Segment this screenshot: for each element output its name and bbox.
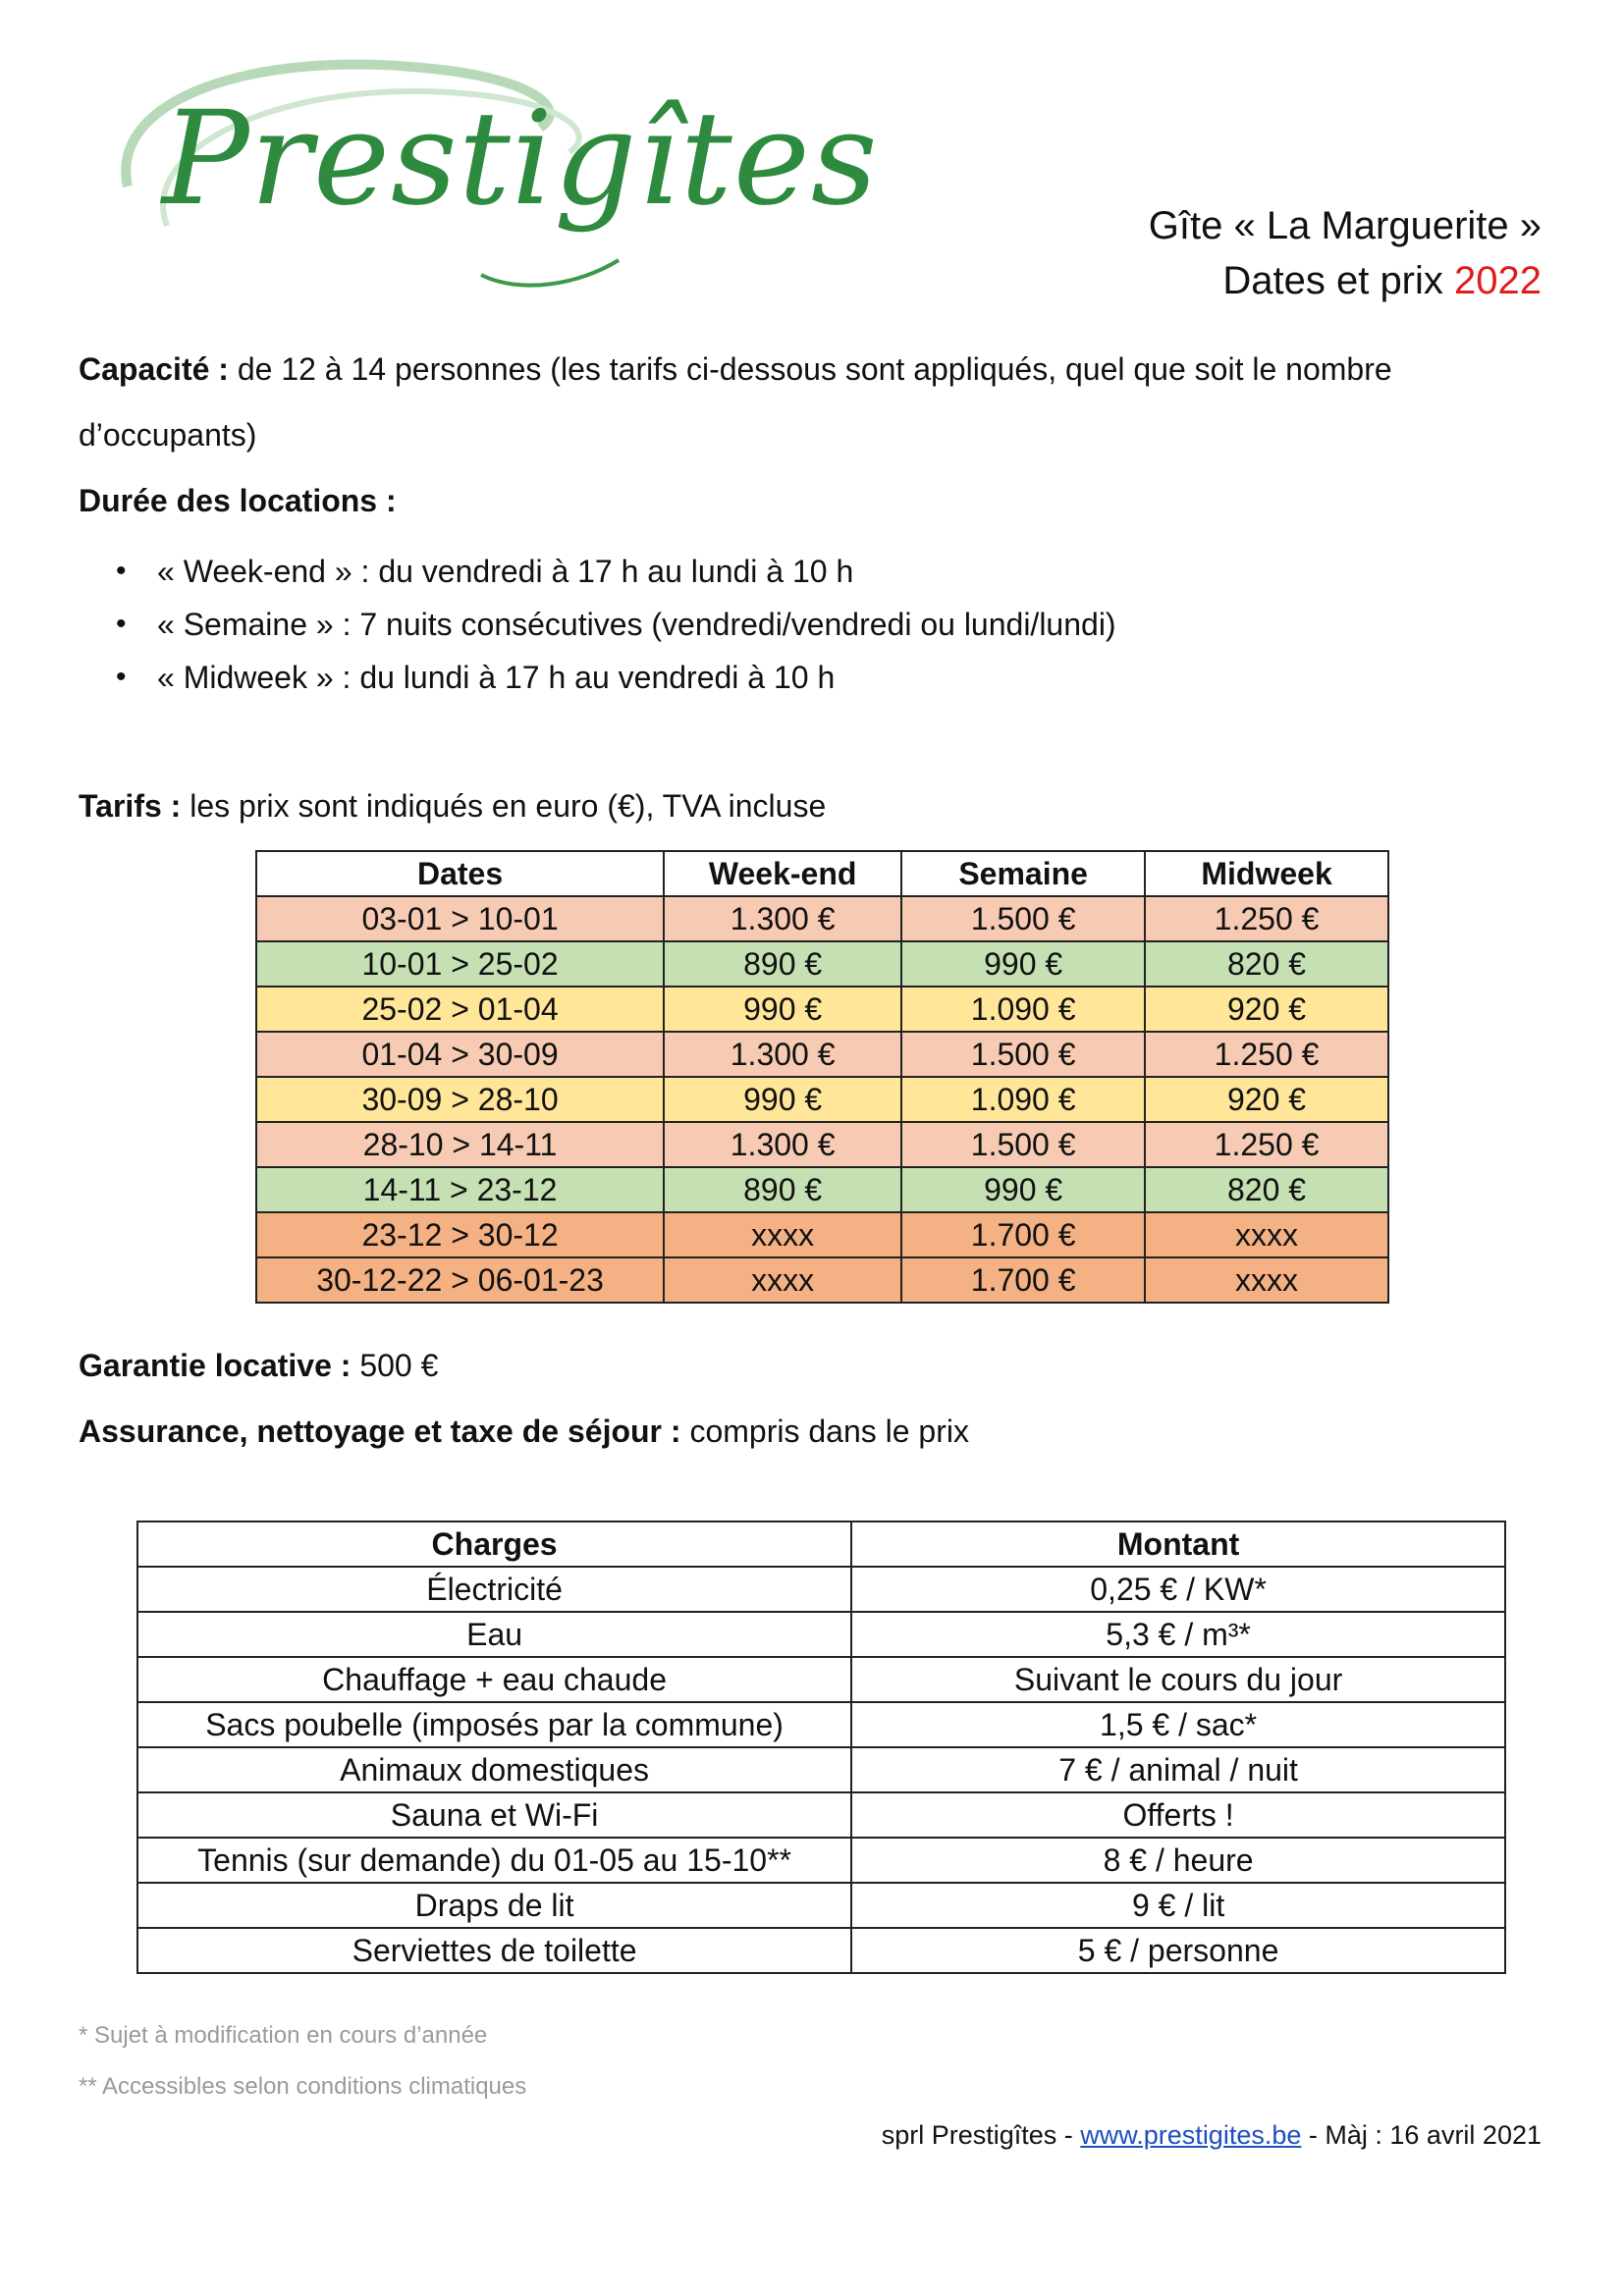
garantie-label: Garantie locative : [79, 1348, 352, 1383]
title-year: 2022 [1454, 259, 1542, 302]
duration-list [157, 545, 1116, 704]
table-cell: 820 € [1145, 1167, 1388, 1212]
garantie-text: 500 € [351, 1348, 439, 1383]
table-cell: Sacs poubelle (imposés par la commune) [137, 1702, 851, 1747]
footer-prefix: sprl Prestigîtes - [881, 2120, 1081, 2150]
table-cell: Suivant le cours du jour [851, 1657, 1505, 1702]
capacity-text: de 12 à 14 personnes (les tarifs ci-dessous sont appliqués, quel que soit le nombre [228, 351, 1392, 387]
table-cell: xxxx [664, 1257, 901, 1303]
table-cell: 01-04 > 30-09 [256, 1032, 664, 1077]
table-row [256, 1122, 1388, 1167]
capacity-label: Capacité : [79, 351, 229, 387]
column-header-dates: Dates [256, 851, 664, 896]
footer [882, 2120, 1542, 2151]
capacity-line-2: d’occupants) [79, 417, 257, 453]
table-cell: Électricité [137, 1567, 851, 1612]
table-row [137, 1883, 1505, 1928]
table-cell: 1.090 € [901, 1077, 1145, 1122]
title-gite-name: Gîte « La Marguerite » [1148, 204, 1542, 247]
table-cell: 30-09 > 28-10 [256, 1077, 664, 1122]
column-header-week-end: Week-end [664, 851, 901, 896]
table-cell: 1.700 € [901, 1212, 1145, 1257]
list-item: • « Midweek » : du lundi à 17 h au vendredi à 10 h [157, 651, 1116, 704]
table-cell: 1.700 € [901, 1257, 1145, 1303]
prestigites-logo [108, 39, 879, 299]
table-row [256, 1212, 1388, 1257]
table-cell: 1,5 € / sac* [851, 1702, 1505, 1747]
table-cell: Serviettes de toilette [137, 1928, 851, 1973]
charges-table [136, 1521, 1506, 1974]
table-row [256, 1032, 1388, 1077]
table-cell: 30-12-22 > 06-01-23 [256, 1257, 664, 1303]
table-cell: 23-12 > 30-12 [256, 1212, 664, 1257]
table-cell: 1.300 € [664, 1122, 901, 1167]
table-cell: 1.500 € [901, 1122, 1145, 1167]
table-cell: 1.500 € [901, 896, 1145, 941]
table-header-row [137, 1522, 1505, 1567]
table-cell: 03-01 > 10-01 [256, 896, 664, 941]
table-cell: xxxx [664, 1212, 901, 1257]
list-item: • « Week-end » : du vendredi à 17 h au lundi à 10 h [157, 545, 1116, 598]
table-row [137, 1928, 1505, 1973]
table-cell: 990 € [664, 1077, 901, 1122]
table-cell: Offerts ! [851, 1792, 1505, 1838]
footnote-1: * Sujet à modification en cours d’année [79, 2022, 488, 2049]
table-cell: 920 € [1145, 987, 1388, 1032]
table-cell: 25-02 > 01-04 [256, 987, 664, 1032]
table-row [137, 1657, 1505, 1702]
list-item: • « Semaine » : 7 nuits consécutives (vendredi/vendredi ou lundi/lundi) [157, 598, 1116, 651]
table-cell: 1.300 € [664, 1032, 901, 1077]
table-cell: 1.300 € [664, 896, 901, 941]
title-dates-prix: Dates et prix 2022 [1222, 259, 1542, 302]
table-row [256, 941, 1388, 987]
duration-heading: Durée des locations : [79, 483, 397, 518]
table-cell: 990 € [664, 987, 901, 1032]
table-cell: xxxx [1145, 1212, 1388, 1257]
tarifs-text: les prix sont indiqués en euro (€), TVA incluse [181, 788, 827, 824]
table-cell: 10-01 > 25-02 [256, 941, 664, 987]
assurance-text: compris dans le prix [680, 1414, 969, 1449]
table-cell: 1.250 € [1145, 1122, 1388, 1167]
table-cell: 5,3 € / m³* [851, 1612, 1505, 1657]
table-cell: 890 € [664, 941, 901, 987]
assurance-label: Assurance, nettoyage et taxe de séjour : [79, 1414, 681, 1449]
table-cell: Draps de lit [137, 1883, 851, 1928]
table-cell: 0,25 € / KW* [851, 1567, 1505, 1612]
table-row [137, 1702, 1505, 1747]
table-cell: 1.250 € [1145, 896, 1388, 941]
table-row [256, 1257, 1388, 1303]
table-row [256, 896, 1388, 941]
column-header-charges: Charges [137, 1522, 851, 1567]
table-cell: 1.500 € [901, 1032, 1145, 1077]
assurance-line [79, 1414, 969, 1450]
table-header-row [256, 851, 1388, 896]
table-cell: Animaux domestiques [137, 1747, 851, 1792]
document-title [1149, 198, 1542, 308]
table-cell: 1.090 € [901, 987, 1145, 1032]
table-row [256, 1077, 1388, 1122]
table-cell: 990 € [901, 1167, 1145, 1212]
table-cell: 7 € / animal / nuit [851, 1747, 1505, 1792]
table-cell: Tennis (sur demande) du 01-05 au 15-10** [137, 1838, 851, 1883]
table-cell: xxxx [1145, 1257, 1388, 1303]
tarifs-line [79, 788, 826, 825]
table-cell: 820 € [1145, 941, 1388, 987]
footnote-2: ** Accessibles selon conditions climatiques [79, 2073, 527, 2100]
table-row [137, 1747, 1505, 1792]
table-row [137, 1612, 1505, 1657]
table-cell: Chauffage + eau chaude [137, 1657, 851, 1702]
table-cell: 890 € [664, 1167, 901, 1212]
table-row [137, 1838, 1505, 1883]
garantie-line [79, 1348, 438, 1384]
table-cell: 9 € / lit [851, 1883, 1505, 1928]
footer-suffix: - Màj : 16 avril 2021 [1301, 2120, 1542, 2150]
column-header-semaine: Semaine [901, 851, 1145, 896]
column-header-montant: Montant [851, 1522, 1505, 1567]
tarifs-table [255, 850, 1389, 1304]
logo-wordmark: Prestigîtes [162, 83, 879, 235]
website-link[interactable]: www.prestigites.be [1080, 2120, 1302, 2150]
table-cell: 920 € [1145, 1077, 1388, 1122]
table-cell: 990 € [901, 941, 1145, 987]
column-header-midweek: Midweek [1145, 851, 1388, 896]
table-cell: Sauna et Wi-Fi [137, 1792, 851, 1838]
table-cell: 28-10 > 14-11 [256, 1122, 664, 1167]
table-cell: Eau [137, 1612, 851, 1657]
capacity-line [79, 351, 1392, 388]
table-row [256, 987, 1388, 1032]
table-cell: 5 € / personne [851, 1928, 1505, 1973]
table-cell: 1.250 € [1145, 1032, 1388, 1077]
table-row [137, 1567, 1505, 1612]
table-cell: 8 € / heure [851, 1838, 1505, 1883]
table-row [256, 1167, 1388, 1212]
table-cell: 14-11 > 23-12 [256, 1167, 664, 1212]
tarifs-label: Tarifs : [79, 788, 182, 824]
table-row [137, 1792, 1505, 1838]
